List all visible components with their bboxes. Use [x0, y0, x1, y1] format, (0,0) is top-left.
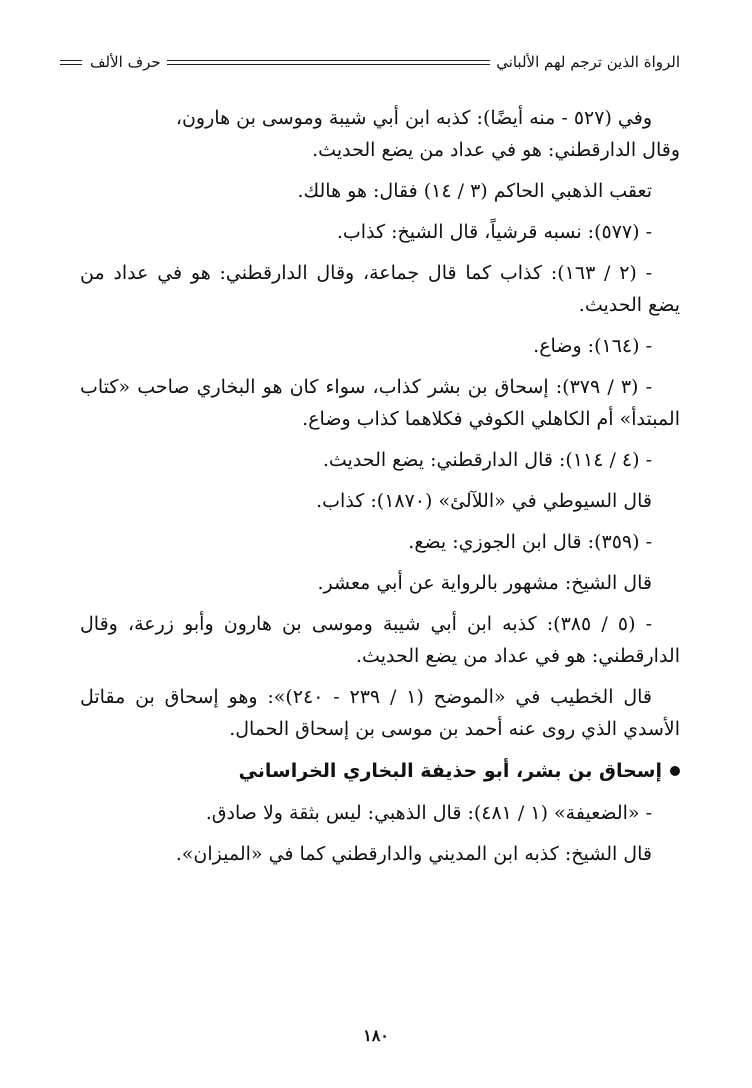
paragraph: - (١٦٤): وضاع.: [533, 335, 652, 357]
paragraph: - (٥٧٧): نسبه قرشياً، قال الشيخ: كذاب.: [336, 221, 652, 243]
header-rule: [167, 60, 491, 65]
paragraph: وقال الدارقطني: هو في عداد من يضع الحديث.: [312, 139, 680, 161]
paragraph: قال الشيخ: مشهور بالرواية عن أبي معشر.: [317, 572, 652, 594]
entry-heading: [80, 755, 680, 787]
paragraph: قال الشيخ: كذبه ابن المديني والدارقطني كما في «الميزان».: [175, 843, 652, 865]
paragraph: - (٢ / ١٦٣): كذاب كما قال جماعة، وقال الدارقطني: هو في عداد من يضع الحديث.: [80, 262, 680, 316]
page-number: ١٨٠: [363, 1026, 389, 1045]
bullet-icon: [670, 766, 680, 776]
paragraph: - «الضعيفة» (١ / ٤٨١): قال الذهبي: ليس بثقة ولا صادق.: [205, 802, 652, 824]
book-title: الرواة الذين ترجم لهم الألباني: [496, 53, 680, 71]
paragraph: قال السيوطي في «اللآلئ» (١٨٧٠): كذاب.: [316, 490, 652, 512]
paragraph: تعقب الذهبي الحاكم (٣ / ١٤) فقال: هو هالك.: [297, 180, 652, 202]
paragraph: - (٣٥٩): قال ابن الجوزي: يضع.: [408, 531, 652, 553]
body-text: [80, 102, 680, 879]
paragraph: - (٤ / ١١٤): قال الدارقطني: يضع الحديث.: [322, 449, 652, 471]
running-header: [60, 50, 680, 74]
entry-heading-text: إسحاق بن بشر، أبو حذيفة البخاري الخراساني: [238, 760, 662, 782]
paragraph: - (٣ / ٣٧٩): إسحاق بن بشر كذاب، سواء كان هو البخاري صاحب «كتاب المبتدأ» أم الكاهلي الكوفي فكلاهما كذاب وضاع.: [80, 376, 680, 430]
section-title: حرف الألف: [90, 53, 161, 71]
paragraph: قال الخطيب في «الموضح (١ / ٢٣٩ - ٢٤٠)»: وهو إسحاق بن مقاتل الأسدي الذي روى عنه أحمد بن موسى بن إسحاق الحمال.: [80, 686, 680, 740]
paragraph: - (٥ / ٣٨٥): كذبه ابن أبي شيبة وموسى بن هارون وأبو زرعة، وقال الدارقطني: هو في عداد من يضع الحديث.: [80, 613, 680, 667]
header-rule-end: [60, 60, 82, 65]
paragraph: وفي (٥٢٧ - منه أيضًا): كذبه ابن أبي شيبة وموسى بن هارون،: [175, 107, 652, 129]
